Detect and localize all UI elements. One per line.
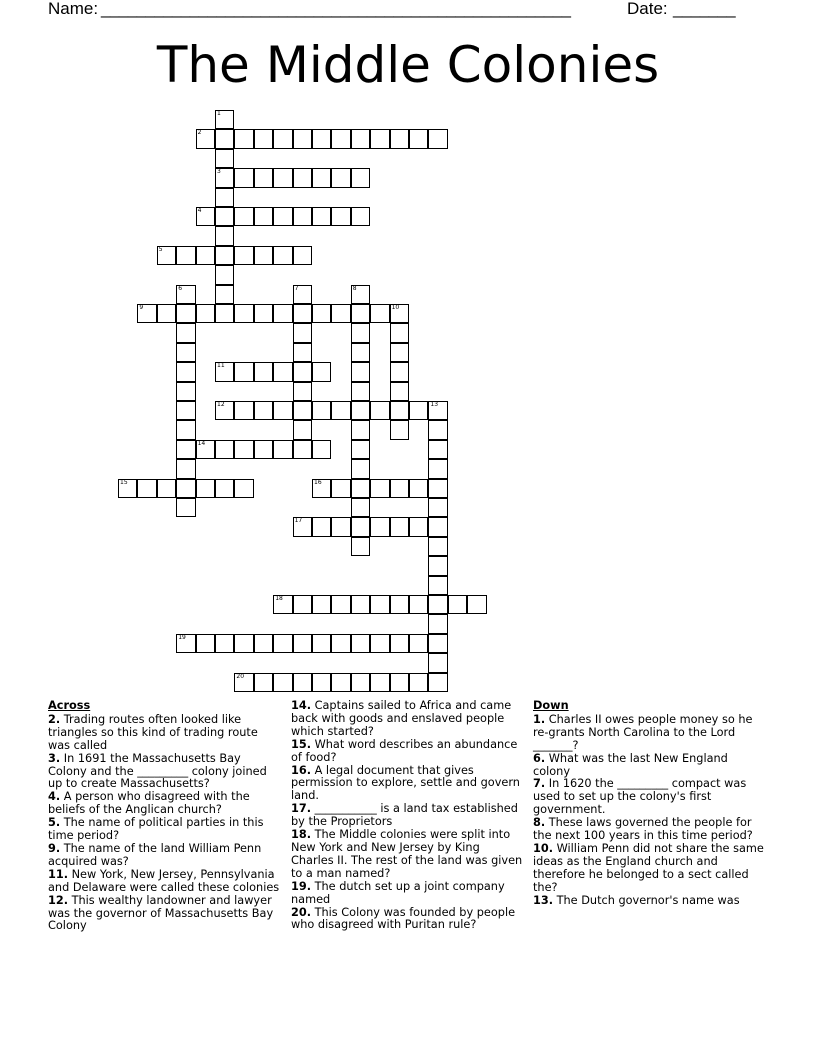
- clue-item: [291, 829, 525, 881]
- grid-cell[interactable]: [293, 440, 312, 459]
- grid-cell[interactable]: [331, 479, 350, 498]
- grid-cell[interactable]: [428, 517, 447, 536]
- clue-item: [291, 881, 525, 907]
- grid-cell[interactable]: [234, 673, 253, 692]
- clue-item: [291, 739, 525, 765]
- grid-cell[interactable]: [196, 207, 215, 226]
- grid-cell[interactable]: [254, 634, 273, 653]
- clue-number: 3.: [48, 751, 61, 765]
- grid-cell[interactable]: [176, 323, 195, 342]
- grid-cell[interactable]: [428, 595, 447, 614]
- grid-cell[interactable]: [331, 129, 350, 148]
- grid-cell[interactable]: [409, 634, 428, 653]
- clue-item: [291, 765, 525, 804]
- clue-number: 2.: [48, 712, 61, 726]
- clue-text: The dutch set up a joint company named: [291, 879, 505, 906]
- grid-cell[interactable]: [293, 362, 312, 381]
- cell-number: 8: [352, 284, 357, 292]
- clue-item: [48, 817, 282, 843]
- clue-number: 18.: [291, 828, 312, 842]
- grid-cell[interactable]: [351, 595, 370, 614]
- clue-item: [533, 714, 767, 753]
- grid-cell[interactable]: [215, 304, 234, 323]
- grid-cell[interactable]: [351, 382, 370, 401]
- cell-number: 7: [294, 284, 299, 292]
- clue-number: 17.: [291, 802, 312, 816]
- grid-cell[interactable]: [215, 285, 234, 304]
- clue-item: [48, 895, 282, 934]
- grid-cell[interactable]: [351, 498, 370, 517]
- grid-cell[interactable]: [351, 401, 370, 420]
- clue-text: The name of political parties in this time period?: [48, 816, 264, 843]
- clue-number: 5.: [48, 816, 61, 830]
- grid-cell[interactable]: [254, 401, 273, 420]
- grid-cell[interactable]: [176, 420, 195, 439]
- grid-cell[interactable]: [409, 595, 428, 614]
- grid-cell[interactable]: [273, 634, 292, 653]
- cell-number: 17: [294, 517, 303, 525]
- grid-cell[interactable]: [293, 634, 312, 653]
- grid-cell[interactable]: [331, 595, 350, 614]
- down-clues-column: [533, 700, 767, 908]
- clue-number: 10.: [533, 841, 554, 855]
- clue-text: The name of the land William Penn acquired was?: [48, 841, 262, 868]
- page-title: The Middle Colonies: [156, 36, 660, 94]
- grid-cell[interactable]: [234, 304, 253, 323]
- grid-cell[interactable]: [428, 129, 447, 148]
- grid-cell[interactable]: [215, 440, 234, 459]
- down-heading: Down: [533, 699, 569, 712]
- grid-cell[interactable]: [137, 479, 156, 498]
- grid-cell[interactable]: [409, 517, 428, 536]
- grid-cell[interactable]: [293, 129, 312, 148]
- grid-cell[interactable]: [254, 362, 273, 381]
- clue-text: These laws governed the people for the next 100 years in this time period?: [533, 816, 753, 843]
- clue-text: A person who disagreed with the beliefs of the Anglican church?: [48, 790, 250, 817]
- grid-cell[interactable]: [293, 595, 312, 614]
- grid-cell[interactable]: [234, 362, 253, 381]
- clue-number: 14.: [291, 699, 312, 712]
- grid-cell[interactable]: [370, 673, 389, 692]
- clue-text: Captains sailed to Africa and came back with goods and enslaved people which started?: [291, 699, 512, 738]
- clue-number: 12.: [48, 893, 69, 907]
- grid-cell[interactable]: [196, 129, 215, 148]
- grid-cell[interactable]: [254, 304, 273, 323]
- clue-text: This Colony was founded by people who disagreed with Puritan rule?: [291, 905, 516, 932]
- grid-cell[interactable]: [215, 188, 234, 207]
- grid-cell[interactable]: [331, 168, 350, 187]
- grid-cell[interactable]: [312, 479, 331, 498]
- clue-text: Trading routes often looked like triangles so this kind of trading route was called: [48, 712, 258, 752]
- cell-number: 18: [275, 595, 283, 602]
- grid-cell[interactable]: [273, 673, 292, 692]
- clue-text: The Dutch governor's name was: [553, 893, 740, 907]
- clue-number: 11.: [48, 867, 69, 881]
- grid-cell[interactable]: [234, 207, 253, 226]
- grid-cell[interactable]: [331, 517, 350, 536]
- grid-cell[interactable]: [176, 440, 195, 459]
- grid-cell[interactable]: [312, 634, 331, 653]
- grid-cell[interactable]: [409, 401, 428, 420]
- clue-item: [291, 803, 525, 829]
- grid-cell[interactable]: [351, 207, 370, 226]
- clue-item: [291, 907, 525, 933]
- grid-cell[interactable]: [409, 479, 428, 498]
- grid-cell[interactable]: [467, 595, 486, 614]
- grid-cell[interactable]: [234, 479, 253, 498]
- cell-number: 11: [217, 362, 225, 370]
- clue-text: What was the last New England colony: [533, 751, 728, 778]
- grid-cell[interactable]: [215, 168, 234, 187]
- clue-number: 7.: [533, 777, 546, 791]
- clue-item: [533, 895, 767, 908]
- cell-number: 2: [197, 129, 202, 137]
- clue-item: [291, 700, 525, 739]
- clue-number: 8.: [533, 816, 546, 830]
- grid-cell[interactable]: [351, 634, 370, 653]
- grid-cell[interactable]: [390, 517, 409, 536]
- across-clues-column-2: [291, 700, 525, 932]
- grid-cell[interactable]: [428, 537, 447, 556]
- grid-cell[interactable]: [273, 207, 292, 226]
- grid-cell[interactable]: [293, 168, 312, 187]
- grid-cell[interactable]: [215, 226, 234, 245]
- grid-cell[interactable]: [137, 304, 156, 323]
- grid-cell[interactable]: [312, 440, 331, 459]
- clue-number: 9.: [48, 841, 61, 855]
- date-label: Date:: [627, 0, 668, 18]
- grid-cell[interactable]: [428, 653, 447, 672]
- clue-text: ___________ is a land tax established by the Proprietors: [291, 802, 518, 829]
- clue-text: A legal document that gives permission to explore, settle and govern land.: [291, 763, 520, 803]
- cell-number: 12: [217, 401, 225, 408]
- clue-item: [533, 817, 767, 843]
- grid-cell[interactable]: [312, 595, 331, 614]
- grid-cell[interactable]: [428, 634, 447, 653]
- grid-cell[interactable]: [196, 304, 215, 323]
- clue-item: [48, 843, 282, 869]
- grid-cell[interactable]: [428, 401, 447, 420]
- cell-number: 15: [120, 478, 128, 486]
- grid-cell[interactable]: [157, 246, 176, 265]
- date-blank[interactable]: _______: [673, 0, 735, 18]
- grid-cell[interactable]: [370, 595, 389, 614]
- grid-cell[interactable]: [215, 479, 234, 498]
- grid-cell[interactable]: [176, 362, 195, 381]
- clue-text: The Middle colonies were split into New York and New Jersey by King Charles II. The rest of the land was given to a man named?: [291, 828, 523, 880]
- grid-cell[interactable]: [390, 323, 409, 342]
- grid-cell[interactable]: [370, 129, 389, 148]
- grid-cell[interactable]: [293, 382, 312, 401]
- grid-cell[interactable]: [176, 343, 195, 362]
- grid-cell[interactable]: [370, 479, 389, 498]
- grid-cell[interactable]: [157, 304, 176, 323]
- grid-cell[interactable]: [196, 440, 215, 459]
- grid-cell[interactable]: [293, 304, 312, 323]
- clue-item: [533, 778, 767, 817]
- cell-number: 6: [178, 284, 183, 292]
- grid-cell[interactable]: [331, 304, 350, 323]
- grid-cell[interactable]: [176, 498, 195, 517]
- grid-cell[interactable]: [196, 246, 215, 265]
- across-clues-column-1: [48, 700, 282, 933]
- grid-cell[interactable]: [390, 673, 409, 692]
- clue-number: 13.: [533, 893, 554, 907]
- cell-number: 3: [217, 168, 221, 176]
- grid-cell[interactable]: [273, 168, 292, 187]
- grid-cell[interactable]: [234, 246, 253, 265]
- grid-cell[interactable]: [351, 168, 370, 187]
- grid-cell[interactable]: [176, 382, 195, 401]
- clue-text: What word describes an abundance of food?: [291, 737, 518, 764]
- grid-cell[interactable]: [312, 362, 331, 381]
- grid-cell[interactable]: [273, 246, 292, 265]
- clue-number: 6.: [533, 751, 546, 765]
- cell-number: 20: [236, 672, 245, 680]
- grid-cell[interactable]: [176, 304, 195, 323]
- clue-text: Charles II owes people money so he re-grants North Carolina to the Lord _______?: [533, 712, 753, 752]
- name-blank[interactable]: _____________________________________________________: [101, 0, 571, 18]
- grid-cell[interactable]: [428, 420, 447, 439]
- grid-cell[interactable]: [176, 459, 195, 478]
- grid-cell[interactable]: [176, 634, 195, 653]
- grid-cell[interactable]: [312, 129, 331, 148]
- grid-cell[interactable]: [428, 459, 447, 478]
- grid-cell[interactable]: [390, 420, 409, 439]
- cell-number: 9: [139, 304, 144, 311]
- grid-cell[interactable]: [254, 129, 273, 148]
- clue-text: In 1691 the Massachusetts Bay Colony and the _________ colony joined up to create Massachusetts?: [48, 751, 267, 791]
- grid-cell[interactable]: [370, 304, 389, 323]
- grid-cell[interactable]: [234, 634, 253, 653]
- grid-cell[interactable]: [254, 246, 273, 265]
- grid-cell[interactable]: [331, 207, 350, 226]
- grid-cell[interactable]: [312, 207, 331, 226]
- grid-cell[interactable]: [196, 479, 215, 498]
- grid-cell[interactable]: [428, 614, 447, 633]
- grid-cell[interactable]: [351, 517, 370, 536]
- grid-cell[interactable]: [390, 362, 409, 381]
- grid-cell[interactable]: [390, 304, 409, 323]
- grid-cell[interactable]: [215, 634, 234, 653]
- grid-cell[interactable]: [312, 304, 331, 323]
- clue-text: New York, New Jersey, Pennsylvania and Delaware were called these colonies: [48, 867, 280, 894]
- grid-cell[interactable]: [390, 382, 409, 401]
- clue-item: [48, 869, 282, 895]
- grid-cell[interactable]: [351, 304, 370, 323]
- clue-number: 20.: [291, 905, 312, 919]
- grid-cell[interactable]: [293, 285, 312, 304]
- grid-cell[interactable]: [390, 595, 409, 614]
- grid-cell[interactable]: [370, 634, 389, 653]
- grid-cell[interactable]: [312, 673, 331, 692]
- grid-cell[interactable]: [370, 517, 389, 536]
- cell-number: 5: [158, 245, 163, 253]
- across-heading: Across: [48, 699, 91, 712]
- grid-cell[interactable]: [390, 479, 409, 498]
- grid-cell[interactable]: [176, 285, 195, 304]
- grid-cell[interactable]: [409, 129, 428, 148]
- cell-number: 14: [197, 439, 206, 447]
- clue-number: 1.: [533, 712, 546, 726]
- clue-item: [533, 753, 767, 779]
- grid-cell[interactable]: [215, 401, 234, 420]
- grid-cell[interactable]: [351, 459, 370, 478]
- grid-cell[interactable]: [254, 440, 273, 459]
- clue-item: [48, 753, 282, 792]
- cell-number: 16: [314, 478, 322, 486]
- grid-cell[interactable]: [234, 129, 253, 148]
- grid-cell[interactable]: [234, 168, 253, 187]
- grid-cell[interactable]: [312, 168, 331, 187]
- clue-text: This wealthy landowner and lawyer was the governor of Massachusetts Bay Colony: [48, 893, 274, 933]
- grid-cell[interactable]: [215, 207, 234, 226]
- grid-cell[interactable]: [293, 207, 312, 226]
- grid-cell[interactable]: [234, 401, 253, 420]
- grid-cell[interactable]: [428, 576, 447, 595]
- grid-cell[interactable]: [351, 537, 370, 556]
- grid-cell[interactable]: [428, 479, 447, 498]
- clue-number: 4.: [48, 790, 61, 804]
- grid-cell[interactable]: [428, 556, 447, 575]
- cell-number: 10: [391, 304, 400, 311]
- grid-cell[interactable]: [196, 634, 215, 653]
- grid-cell[interactable]: [273, 595, 292, 614]
- grid-cell[interactable]: [448, 595, 467, 614]
- clue-item: [533, 843, 767, 895]
- clue-number: 19.: [291, 879, 312, 893]
- grid-cell[interactable]: [351, 673, 370, 692]
- grid-cell[interactable]: [293, 246, 312, 265]
- clue-item: [48, 714, 282, 753]
- clue-number: 16.: [291, 763, 312, 777]
- grid-cell[interactable]: [273, 304, 292, 323]
- grid-cell[interactable]: [176, 479, 195, 498]
- grid-cell[interactable]: [428, 440, 447, 459]
- name-label: Name:: [48, 0, 99, 18]
- grid-cell[interactable]: [390, 634, 409, 653]
- grid-cell[interactable]: [215, 129, 234, 148]
- grid-cell[interactable]: [234, 440, 253, 459]
- grid-cell[interactable]: [351, 362, 370, 381]
- clue-text: William Penn did not share the same ideas as the England church and therefore he belonged to a sect called the?: [533, 841, 764, 894]
- grid-cell[interactable]: [254, 673, 273, 692]
- grid-cell[interactable]: [215, 362, 234, 381]
- clue-number: 15.: [291, 737, 312, 751]
- grid-cell[interactable]: [312, 517, 331, 536]
- grid-cell[interactable]: [273, 401, 292, 420]
- grid-cell[interactable]: [215, 246, 234, 265]
- cell-number: 4: [197, 207, 202, 214]
- cell-number: 1: [217, 110, 221, 117]
- grid-cell[interactable]: [351, 343, 370, 362]
- grid-cell[interactable]: [390, 401, 409, 420]
- grid-cell[interactable]: [293, 401, 312, 420]
- grid-cell[interactable]: [428, 498, 447, 517]
- grid-cell[interactable]: [273, 440, 292, 459]
- grid-cell[interactable]: [428, 673, 447, 692]
- grid-cell[interactable]: [293, 517, 312, 536]
- grid-cell[interactable]: [331, 673, 350, 692]
- grid-cell[interactable]: [351, 323, 370, 342]
- clue-text: In 1620 the _________ compact was used to set up the colony's first government.: [533, 777, 747, 817]
- grid-cell[interactable]: [293, 323, 312, 342]
- grid-cell[interactable]: [351, 479, 370, 498]
- grid-cell[interactable]: [351, 285, 370, 304]
- grid-cell[interactable]: [370, 401, 389, 420]
- grid-cell[interactable]: [176, 246, 195, 265]
- grid-cell[interactable]: [118, 479, 137, 498]
- grid-cell[interactable]: [215, 110, 234, 129]
- grid-cell[interactable]: [409, 673, 428, 692]
- grid-cell[interactable]: [293, 343, 312, 362]
- grid-cell[interactable]: [293, 673, 312, 692]
- grid-cell[interactable]: [157, 479, 176, 498]
- cell-number: 19: [178, 633, 186, 641]
- grid-cell[interactable]: [312, 401, 331, 420]
- grid-cell[interactable]: [293, 420, 312, 439]
- grid-cell[interactable]: [390, 129, 409, 148]
- grid-cell[interactable]: [176, 401, 195, 420]
- grid-cell[interactable]: [273, 362, 292, 381]
- grid-cell[interactable]: [254, 168, 273, 187]
- grid-cell[interactable]: [273, 129, 292, 148]
- grid-cell[interactable]: [351, 440, 370, 459]
- grid-cell[interactable]: [215, 265, 234, 284]
- grid-cell[interactable]: [331, 634, 350, 653]
- grid-cell[interactable]: [254, 207, 273, 226]
- grid-cell[interactable]: [215, 149, 234, 168]
- clue-item: [48, 791, 282, 817]
- grid-cell[interactable]: [351, 420, 370, 439]
- cell-number: 13: [430, 401, 439, 408]
- grid-cell[interactable]: [351, 129, 370, 148]
- grid-cell[interactable]: [331, 401, 350, 420]
- grid-cell[interactable]: [390, 343, 409, 362]
